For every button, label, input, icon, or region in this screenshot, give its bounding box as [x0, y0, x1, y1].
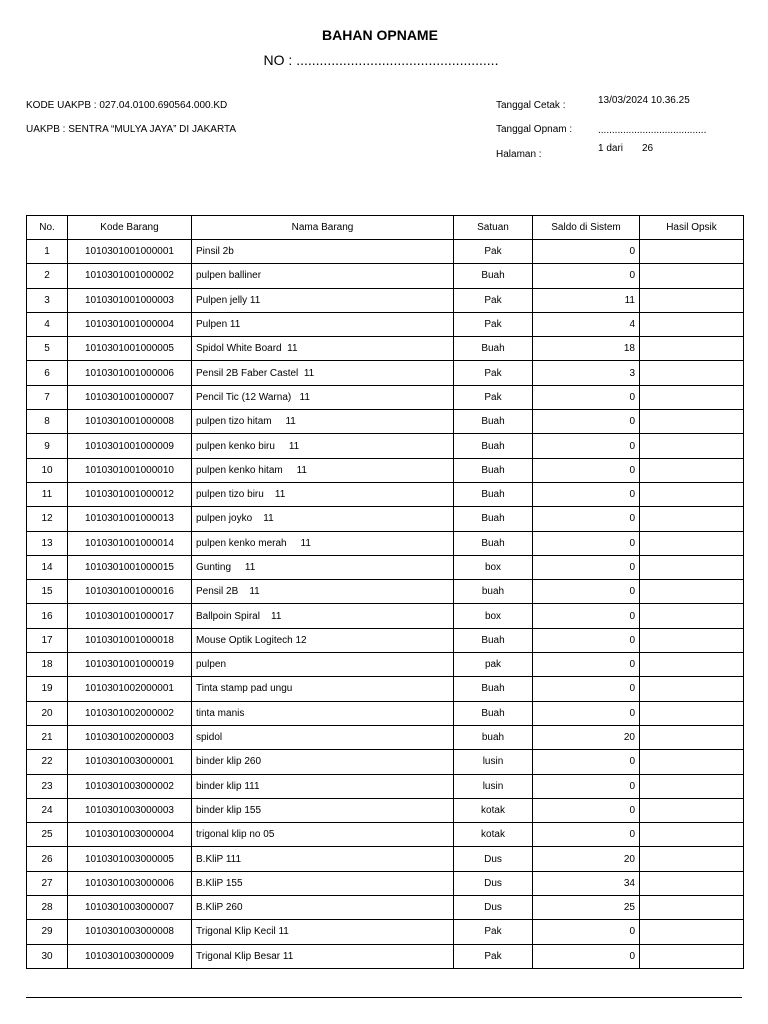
cell-hasil-opsik: [640, 701, 744, 725]
cell-no: 28: [27, 896, 68, 920]
cell-no: 18: [27, 653, 68, 677]
cell-no: 3: [27, 288, 68, 312]
tanggal-opnam-label: Tanggal Opnam :: [496, 124, 573, 135]
cell-hasil-opsik: [640, 677, 744, 701]
cell-nama-barang: B.KliP 260: [192, 896, 454, 920]
cell-nama-barang: binder klip 111: [192, 774, 454, 798]
cell-nama-barang: Tinta stamp pad ungu: [192, 677, 454, 701]
cell-no: 23: [27, 774, 68, 798]
cell-hasil-opsik: [640, 337, 744, 361]
cell-nama-barang: pulpen balliner: [192, 264, 454, 288]
cell-hasil-opsik: [640, 604, 744, 628]
cell-hasil-opsik: [640, 288, 744, 312]
table-row: [27, 774, 744, 798]
cell-kode-barang: 1010301001000007: [68, 385, 192, 409]
cell-kode-barang: 1010301003000006: [68, 871, 192, 895]
cell-nama-barang: pulpen tizo hitam 11: [192, 410, 454, 434]
cell-nama-barang: Pencil Tic (12 Warna) 11: [192, 385, 454, 409]
cell-no: 4: [27, 312, 68, 336]
column-header-hasil-opsik: Hasil Opsik: [640, 216, 744, 240]
cell-satuan: Buah: [454, 264, 533, 288]
cell-saldo: 0: [533, 628, 640, 652]
opname-table: [26, 215, 744, 969]
kode-uakpb: KODE UAKPB : 027.04.0100.690564.000.KD: [26, 100, 228, 111]
table-header-row: [27, 216, 744, 240]
cell-no: 19: [27, 677, 68, 701]
cell-hasil-opsik: [640, 264, 744, 288]
cell-saldo: 20: [533, 847, 640, 871]
cell-saldo: 0: [533, 798, 640, 822]
cell-nama-barang: binder klip 260: [192, 750, 454, 774]
cell-kode-barang: 1010301001000012: [68, 482, 192, 506]
cell-hasil-opsik: [640, 555, 744, 579]
cell-saldo: 0: [533, 653, 640, 677]
cell-kode-barang: 1010301001000016: [68, 580, 192, 604]
document-title: BAHAN OPNAME: [322, 27, 438, 43]
column-header-no: No.: [27, 216, 68, 240]
cell-hasil-opsik: [640, 361, 744, 385]
cell-satuan: Dus: [454, 847, 533, 871]
cell-kode-barang: 1010301003000008: [68, 920, 192, 944]
cell-hasil-opsik: [640, 774, 744, 798]
uakpb-name: UAKPB : SENTRA “MULYA JAYA” DI JAKARTA: [26, 124, 237, 135]
cell-no: 5: [27, 337, 68, 361]
cell-kode-barang: 1010301001000018: [68, 628, 192, 652]
cell-no: 8: [27, 410, 68, 434]
cell-hasil-opsik: [640, 458, 744, 482]
cell-saldo: 3: [533, 361, 640, 385]
tanggal-cetak-label: Tanggal Cetak :: [496, 100, 566, 111]
column-header-satuan: Satuan: [454, 216, 533, 240]
cell-saldo: 0: [533, 531, 640, 555]
table-row: [27, 555, 744, 579]
cell-nama-barang: pulpen joyko 11: [192, 507, 454, 531]
table-row: [27, 580, 744, 604]
table-row: [27, 410, 744, 434]
cell-satuan: Buah: [454, 337, 533, 361]
table-row: [27, 507, 744, 531]
cell-satuan: Pak: [454, 944, 533, 968]
cell-nama-barang: Pensil 2B Faber Castel 11: [192, 361, 454, 385]
cell-nama-barang: Pensil 2B 11: [192, 580, 454, 604]
table-row: [27, 288, 744, 312]
table-row: [27, 337, 744, 361]
cell-no: 22: [27, 750, 68, 774]
cell-no: 26: [27, 847, 68, 871]
cell-saldo: 0: [533, 264, 640, 288]
cell-satuan: buah: [454, 580, 533, 604]
cell-hasil-opsik: [640, 823, 744, 847]
table-row: [27, 482, 744, 506]
cell-nama-barang: Spidol White Board 11: [192, 337, 454, 361]
table-row: [27, 677, 744, 701]
cell-satuan: Buah: [454, 410, 533, 434]
cell-satuan: buah: [454, 725, 533, 749]
cell-hasil-opsik: [640, 896, 744, 920]
tanggal-cetak-value: 13/03/2024 10.36.25: [598, 95, 690, 106]
cell-saldo: 25: [533, 896, 640, 920]
cell-satuan: Dus: [454, 896, 533, 920]
table-row: [27, 361, 744, 385]
column-header-saldo: Saldo di Sistem: [533, 216, 640, 240]
cell-hasil-opsik: [640, 385, 744, 409]
cell-nama-barang: Ballpoin Spiral 11: [192, 604, 454, 628]
cell-saldo: 0: [533, 944, 640, 968]
cell-satuan: Buah: [454, 434, 533, 458]
cell-saldo: 4: [533, 312, 640, 336]
cell-saldo: 0: [533, 410, 640, 434]
cell-saldo: 20: [533, 725, 640, 749]
cell-satuan: kotak: [454, 823, 533, 847]
cell-saldo: 0: [533, 677, 640, 701]
cell-nama-barang: pulpen tizo biru 11: [192, 482, 454, 506]
cell-saldo: 34: [533, 871, 640, 895]
cell-satuan: Pak: [454, 920, 533, 944]
cell-nama-barang: spidol: [192, 725, 454, 749]
cell-saldo: 11: [533, 288, 640, 312]
cell-kode-barang: 1010301001000008: [68, 410, 192, 434]
table-row: [27, 240, 744, 264]
cell-no: 6: [27, 361, 68, 385]
cell-no: 1: [27, 240, 68, 264]
cell-satuan: pak: [454, 653, 533, 677]
cell-hasil-opsik: [640, 531, 744, 555]
cell-nama-barang: Gunting 11: [192, 555, 454, 579]
cell-no: 13: [27, 531, 68, 555]
cell-saldo: 0: [533, 482, 640, 506]
cell-hasil-opsik: [640, 580, 744, 604]
cell-nama-barang: pulpen kenko biru 11: [192, 434, 454, 458]
cell-saldo: 0: [533, 385, 640, 409]
table-row: [27, 531, 744, 555]
cell-hasil-opsik: [640, 240, 744, 264]
cell-kode-barang: 1010301001000014: [68, 531, 192, 555]
cell-satuan: Pak: [454, 361, 533, 385]
cell-hasil-opsik: [640, 507, 744, 531]
cell-nama-barang: trigonal klip no 05: [192, 823, 454, 847]
cell-nama-barang: Pulpen 11: [192, 312, 454, 336]
cell-satuan: Pak: [454, 385, 533, 409]
cell-nama-barang: B.KliP 111: [192, 847, 454, 871]
cell-kode-barang: 1010301001000009: [68, 434, 192, 458]
cell-no: 21: [27, 725, 68, 749]
cell-no: 12: [27, 507, 68, 531]
cell-kode-barang: 1010301001000004: [68, 312, 192, 336]
table-row: [27, 385, 744, 409]
table-row: [27, 434, 744, 458]
cell-no: 29: [27, 920, 68, 944]
cell-kode-barang: 1010301001000019: [68, 653, 192, 677]
cell-hasil-opsik: [640, 653, 744, 677]
cell-kode-barang: 1010301002000003: [68, 725, 192, 749]
cell-satuan: lusin: [454, 774, 533, 798]
cell-nama-barang: pulpen: [192, 653, 454, 677]
cell-nama-barang: Pulpen jelly 11: [192, 288, 454, 312]
cell-satuan: lusin: [454, 750, 533, 774]
cell-satuan: box: [454, 555, 533, 579]
cell-kode-barang: 1010301003000002: [68, 774, 192, 798]
cell-saldo: 0: [533, 434, 640, 458]
cell-kode-barang: 1010301001000001: [68, 240, 192, 264]
column-header-kode-barang: Kode Barang: [68, 216, 192, 240]
table-row: [27, 798, 744, 822]
cell-hasil-opsik: [640, 847, 744, 871]
table-row: [27, 725, 744, 749]
cell-satuan: Buah: [454, 482, 533, 506]
cell-kode-barang: 1010301002000001: [68, 677, 192, 701]
cell-hasil-opsik: [640, 628, 744, 652]
cell-no: 17: [27, 628, 68, 652]
cell-kode-barang: 1010301003000007: [68, 896, 192, 920]
cell-no: 30: [27, 944, 68, 968]
cell-kode-barang: 1010301001000002: [68, 264, 192, 288]
table-row: [27, 920, 744, 944]
cell-saldo: 0: [533, 580, 640, 604]
cell-hasil-opsik: [640, 871, 744, 895]
table-row: [27, 604, 744, 628]
cell-saldo: 0: [533, 920, 640, 944]
table-row: [27, 750, 744, 774]
cell-hasil-opsik: [640, 798, 744, 822]
cell-hasil-opsik: [640, 750, 744, 774]
cell-no: 7: [27, 385, 68, 409]
document-number: NO : ....................................................: [263, 52, 499, 68]
cell-no: 14: [27, 555, 68, 579]
cell-no: 15: [27, 580, 68, 604]
footer-divider: [26, 997, 742, 998]
cell-saldo: 18: [533, 337, 640, 361]
cell-no: 16: [27, 604, 68, 628]
cell-no: 25: [27, 823, 68, 847]
cell-kode-barang: 1010301001000006: [68, 361, 192, 385]
table-row: [27, 701, 744, 725]
cell-saldo: 0: [533, 555, 640, 579]
cell-kode-barang: 1010301003000001: [68, 750, 192, 774]
cell-saldo: 0: [533, 507, 640, 531]
cell-satuan: Pak: [454, 240, 533, 264]
table-row: [27, 628, 744, 652]
cell-hasil-opsik: [640, 482, 744, 506]
table-row: [27, 896, 744, 920]
cell-kode-barang: 1010301003000004: [68, 823, 192, 847]
cell-nama-barang: Pinsil 2b: [192, 240, 454, 264]
cell-no: 9: [27, 434, 68, 458]
cell-satuan: kotak: [454, 798, 533, 822]
cell-kode-barang: 1010301003000005: [68, 847, 192, 871]
cell-satuan: Buah: [454, 701, 533, 725]
cell-kode-barang: 1010301003000003: [68, 798, 192, 822]
cell-nama-barang: Mouse Optik Logitech 12: [192, 628, 454, 652]
table-row: [27, 944, 744, 968]
halaman-label: Halaman :: [496, 149, 542, 160]
column-header-nama-barang: Nama Barang: [192, 216, 454, 240]
cell-nama-barang: pulpen kenko merah 11: [192, 531, 454, 555]
cell-kode-barang: 1010301001000003: [68, 288, 192, 312]
table-row: [27, 871, 744, 895]
cell-hasil-opsik: [640, 434, 744, 458]
cell-satuan: Buah: [454, 507, 533, 531]
cell-nama-barang: Trigonal Klip Kecil 11: [192, 920, 454, 944]
cell-hasil-opsik: [640, 920, 744, 944]
cell-satuan: Buah: [454, 458, 533, 482]
cell-no: 24: [27, 798, 68, 822]
cell-saldo: 0: [533, 240, 640, 264]
cell-kode-barang: 1010301001000013: [68, 507, 192, 531]
cell-hasil-opsik: [640, 410, 744, 434]
cell-satuan: Pak: [454, 312, 533, 336]
cell-nama-barang: binder klip 155: [192, 798, 454, 822]
table-row: [27, 458, 744, 482]
table-row: [27, 653, 744, 677]
cell-satuan: Dus: [454, 871, 533, 895]
tanggal-opnam-value: .......................................: [598, 125, 707, 136]
table-row: [27, 847, 744, 871]
cell-nama-barang: pulpen kenko hitam 11: [192, 458, 454, 482]
cell-kode-barang: 1010301001000010: [68, 458, 192, 482]
cell-kode-barang: 1010301002000002: [68, 701, 192, 725]
table-row: [27, 312, 744, 336]
cell-satuan: Buah: [454, 677, 533, 701]
cell-no: 11: [27, 482, 68, 506]
cell-saldo: 0: [533, 823, 640, 847]
halaman-value: 1 dari: [598, 143, 624, 154]
cell-saldo: 0: [533, 701, 640, 725]
cell-hasil-opsik: [640, 312, 744, 336]
cell-saldo: 0: [533, 750, 640, 774]
cell-satuan: Buah: [454, 531, 533, 555]
cell-hasil-opsik: [640, 944, 744, 968]
table-row: [27, 264, 744, 288]
cell-hasil-opsik: [640, 725, 744, 749]
cell-no: 27: [27, 871, 68, 895]
cell-saldo: 0: [533, 458, 640, 482]
cell-nama-barang: tinta manis: [192, 701, 454, 725]
cell-nama-barang: Trigonal Klip Besar 11: [192, 944, 454, 968]
cell-kode-barang: 1010301003000009: [68, 944, 192, 968]
cell-satuan: Pak: [454, 288, 533, 312]
cell-satuan: Buah: [454, 628, 533, 652]
cell-kode-barang: 1010301001000005: [68, 337, 192, 361]
cell-kode-barang: 1010301001000015: [68, 555, 192, 579]
cell-no: 20: [27, 701, 68, 725]
cell-no: 10: [27, 458, 68, 482]
cell-satuan: box: [454, 604, 533, 628]
cell-kode-barang: 1010301001000017: [68, 604, 192, 628]
cell-nama-barang: B.KliP 155: [192, 871, 454, 895]
cell-saldo: 0: [533, 774, 640, 798]
table-row: [27, 823, 744, 847]
cell-no: 2: [27, 264, 68, 288]
cell-saldo: 0: [533, 604, 640, 628]
halaman-total: 26: [642, 143, 654, 154]
